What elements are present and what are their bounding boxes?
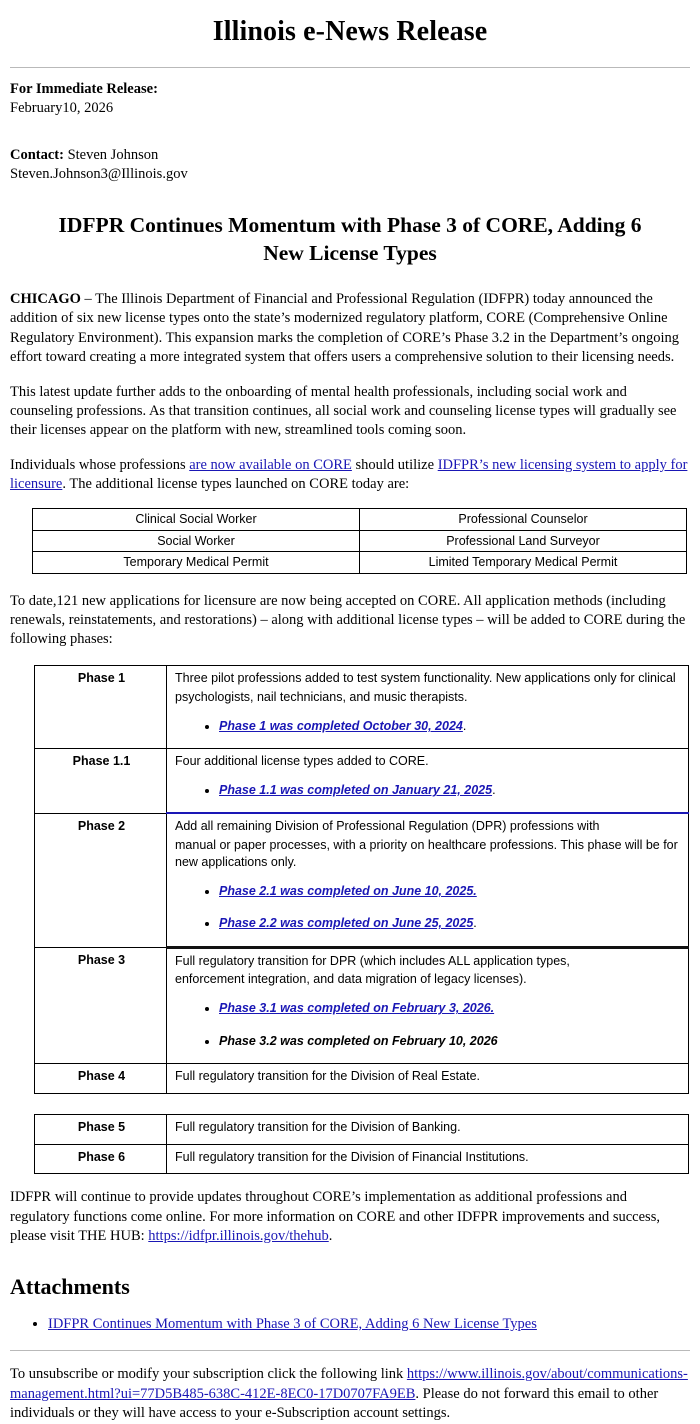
phase-schedule-table [34, 665, 689, 1093]
phase-desc-line: Four additional license types added to CORE. [175, 754, 429, 769]
phase-label: Phase 5 [35, 1114, 167, 1144]
phase-table-body [35, 666, 689, 1093]
table-row [35, 1144, 689, 1174]
attachments-list [10, 1315, 690, 1334]
footer-divider [10, 1350, 690, 1351]
phase-desc-line: Full regulatory transition for the Division of Banking. [175, 1119, 461, 1134]
closing-paragraph [10, 1188, 690, 1245]
phase-completion-text: Phase 3.2 was completed on February 10, 2026 [219, 1033, 498, 1048]
phase-bullet-suffix: . [473, 916, 477, 931]
phase-description [167, 1063, 689, 1093]
phase-bullet-list [175, 718, 682, 734]
phase-description [167, 813, 689, 947]
list-item [219, 1000, 682, 1016]
phase-bullet-suffix: . [462, 719, 467, 734]
phase-description [167, 1144, 689, 1174]
phase-desc-line: Add all remaining Division of Professional Regulation (DPR) professions with [175, 819, 600, 834]
license-cell: Limited Temporary Medical Permit [360, 552, 687, 574]
phase-completion-link[interactable]: Phase 2.1 was completed on June 10, 2025. [219, 884, 477, 899]
phase-description [167, 666, 689, 749]
third-paragraph-part-c: . The additional license types launched on CORE today are: [62, 476, 410, 493]
phase-desc-line: Full regulatory transition for the Division of Financial Institutions. [175, 1149, 529, 1164]
phase-desc-line: enforcement integration, and data migration of legacy licenses). [175, 972, 527, 987]
phase-label: Phase 2 [35, 813, 167, 947]
release-date: February10, 2026 [10, 100, 114, 117]
second-paragraph: This latest update further adds to the onboarding of mental health professionals, including social work and counseling professions. As that transition continues, all social work and counseling license types will gradually see their licenses appear on the platform with new, streamlined tools coming soon. [10, 383, 677, 439]
fourth-paragraph: To date,121 new applications for licensure are now being accepted on CORE. All application methods (including renewals, reinstatements, and restorations) – along with additional license types – will be added to CORE during the following phases: [10, 592, 686, 648]
third-paragraph [10, 456, 690, 494]
phase-bullet-list [175, 782, 682, 798]
immediate-release-label: For Immediate Release: [10, 80, 158, 97]
release-meta [10, 80, 690, 118]
phase-schedule-table-secondary [34, 1114, 689, 1175]
list-item [48, 1315, 690, 1334]
closing-paragraph-text: IDFPR will continue to provide updates throughout CORE’s implementation as additional professions and regulatory functions come online. For more information on CORE and other IDFPR improvements and success, please visit THE HUB: [10, 1189, 660, 1244]
header-divider [10, 67, 690, 68]
phase-desc-line: Three pilot professions added to test system functionality. New applications only for clinical [175, 671, 676, 686]
lead-paragraph-text: – The Illinois Department of Financial and Professional Regulation (IDFPR) today announced the addition of six new license types onto the state’s modernized regulatory platform, CORE (Comprehensive Online Regulatory Environment). This expansion marks the completion of CORE’s Phase 3.2 in the Department’s ongoing effort toward creating a more integrated system that offers users a comprehensive solution to their licensing needs. [10, 291, 680, 365]
phase-table-secondary-body [35, 1114, 689, 1174]
phase-completion-link[interactable]: Phase 2.2 was completed on June 25, 2025 [219, 916, 474, 931]
list-item [219, 883, 682, 899]
table-row [33, 530, 687, 552]
table-row [35, 1063, 689, 1093]
license-cell: Clinical Social Worker [33, 509, 360, 531]
phase-completion-link[interactable]: Phase 1 was completed October 30, 2024 [219, 719, 463, 734]
table-row [33, 552, 687, 574]
phase-bullet-suffix: . [492, 783, 496, 798]
dateline-city: CHICAGO [10, 291, 81, 308]
phase-label: Phase 4 [35, 1063, 167, 1093]
license-types-table [32, 508, 687, 574]
table-row [35, 749, 689, 814]
contact-block [10, 146, 690, 184]
phase-desc-line: Full regulatory transition for the Division of Real Estate. [175, 1068, 480, 1083]
phase-bullet-list [175, 1000, 682, 1049]
list-item [219, 782, 682, 798]
the-hub-link[interactable]: https://idfpr.illinois.gov/thehub [148, 1227, 329, 1244]
page-title: IDFPR Continues Momentum with Phase 3 of CORE, Adding 6 New License Types [58, 213, 642, 266]
unsubscribe-outro: . Please do not forward this email to other individuals or they will have access to your e-Subscription account settings. [10, 1385, 659, 1422]
licensing-system-link[interactable]: IDFPR’s new licensing system to apply for licensure [10, 457, 688, 493]
attachments-heading: Attachments [10, 1273, 130, 1299]
phase-desc-line: Full regulatory transition for DPR (which includes ALL application types, [175, 953, 570, 968]
license-cell: Professional Land Surveyor [360, 530, 687, 552]
phase-label: Phase 1.1 [35, 749, 167, 814]
masthead-title: Illinois e-News Release [212, 16, 488, 47]
phase-desc-line: psychologists, nail technicians, and music therapists. [175, 690, 468, 705]
list-item [219, 1033, 682, 1049]
table-row [33, 509, 687, 531]
attachment-link[interactable]: IDFPR Continues Momentum with Phase 3 of CORE, Adding 6 New License Types [48, 1315, 537, 1332]
list-item [219, 915, 682, 931]
contact-label: Contact: [10, 147, 64, 164]
phase-description [167, 1114, 689, 1144]
lead-paragraph [10, 290, 690, 367]
unsubscribe-paragraph [10, 1365, 690, 1424]
unsubscribe-link[interactable]: https://www.illinois.gov/about/communications-management.html?ui=77D5B485-638C-412E-8EC0-17D0707FA9EB [10, 1365, 688, 1402]
unsubscribe-intro: To unsubscribe or modify your subscription click the following link [10, 1365, 407, 1382]
phase-completion-link[interactable]: Phase 1.1 was completed on January 21, 2025 [219, 783, 493, 798]
available-on-core-link[interactable]: are now available on CORE [189, 457, 352, 474]
phase-label: Phase 6 [35, 1144, 167, 1174]
contact-email: Steven.Johnson3@Illinois.gov [10, 166, 188, 183]
phase-label: Phase 3 [35, 947, 167, 1063]
list-item [219, 718, 682, 734]
phase-description [167, 749, 689, 814]
phase-label: Phase 1 [35, 666, 167, 749]
table-row [35, 813, 689, 947]
phase-description [167, 947, 689, 1063]
phase-bullet-list [175, 883, 682, 932]
license-cell: Social Worker [33, 530, 360, 552]
contact-name: Steven Johnson [67, 147, 159, 164]
license-cell: Professional Counselor [360, 509, 687, 531]
third-paragraph-part-b: should utilize [351, 457, 438, 474]
license-cell: Temporary Medical Permit [33, 552, 360, 574]
table-row [35, 947, 689, 1063]
table-row [35, 1114, 689, 1144]
license-table-body [33, 509, 687, 574]
phase-completion-link[interactable]: Phase 3.1 was completed on February 3, 2026. [219, 1001, 495, 1016]
third-paragraph-part-a: Individuals whose professions [10, 457, 190, 474]
phase-desc-line: manual or paper processes, with a priority on healthcare professions. This phase will be for new applications only. [175, 838, 678, 870]
table-row [35, 666, 689, 749]
closing-paragraph-period: . [328, 1227, 333, 1244]
